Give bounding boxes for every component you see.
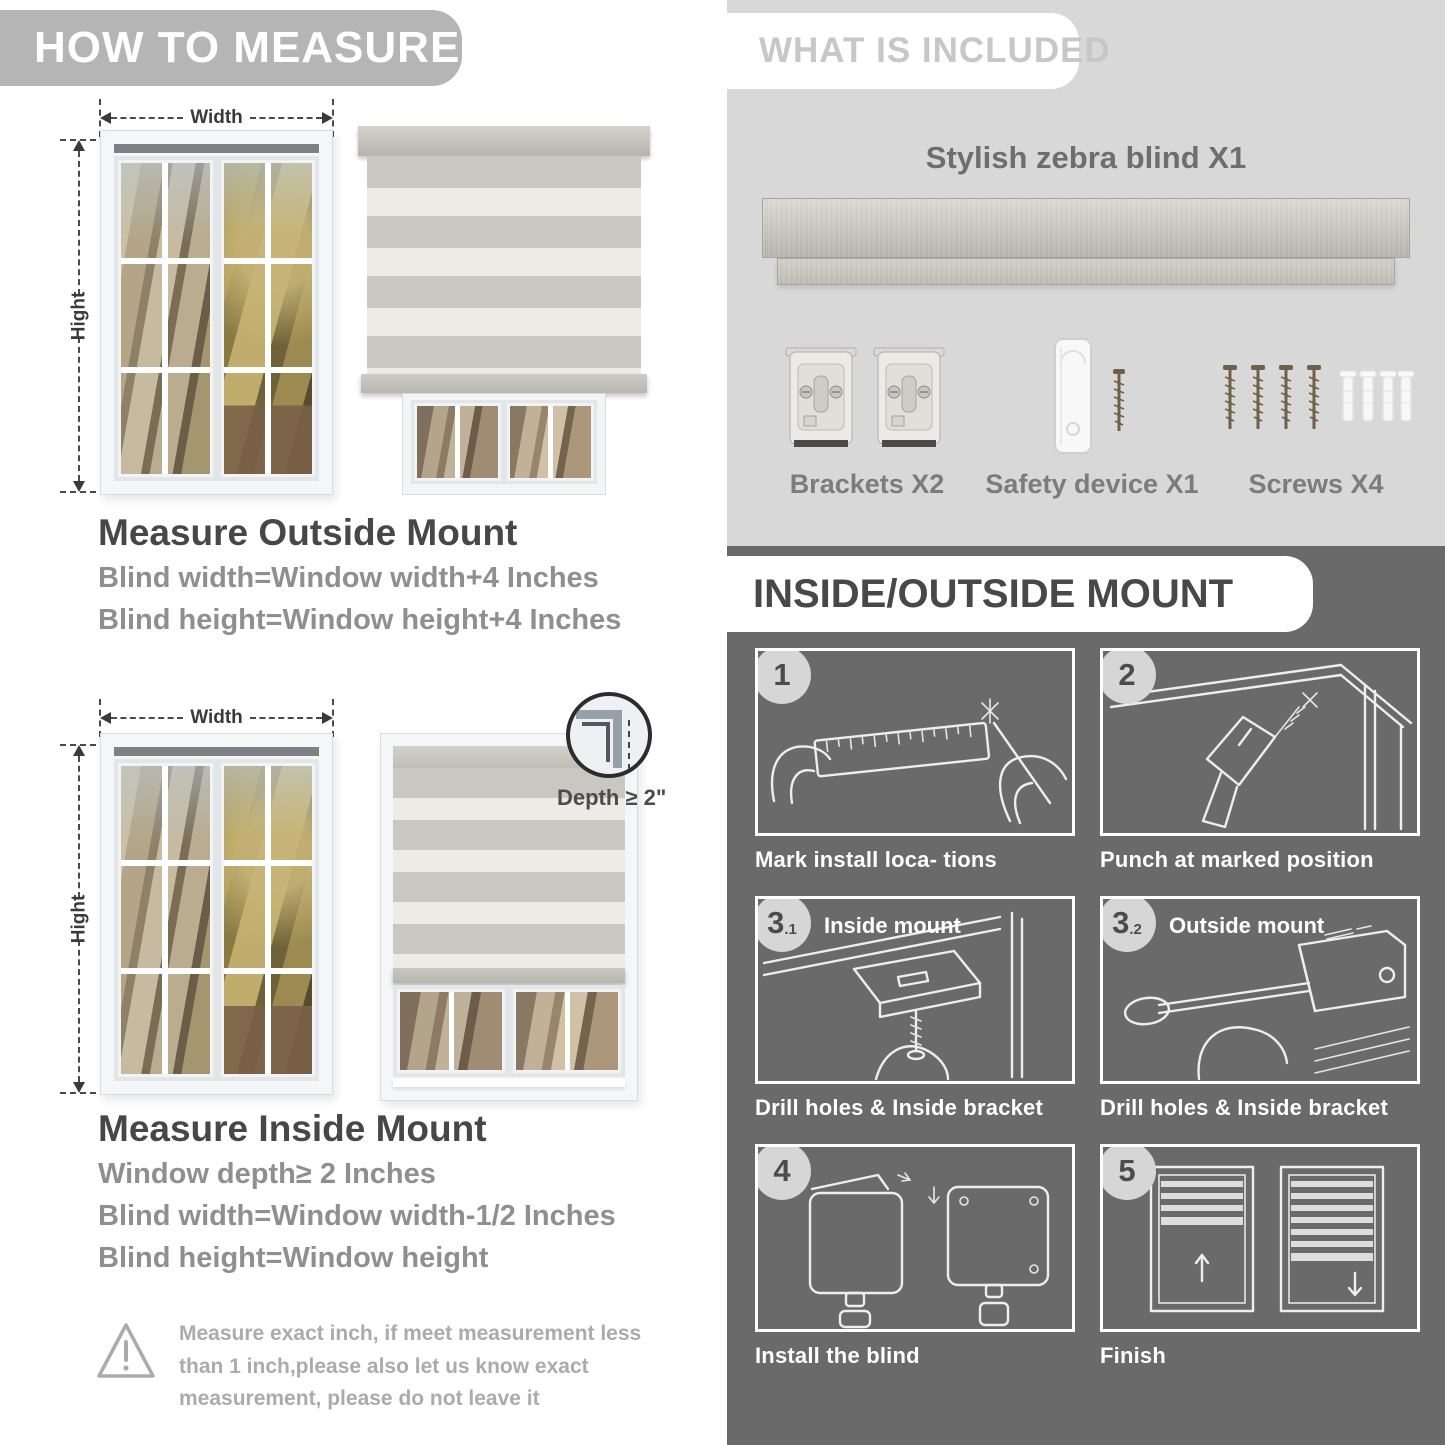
blind-bottom-rail <box>393 968 625 983</box>
mount-steps-panel <box>727 546 1445 1445</box>
window-below-blind <box>393 985 625 1077</box>
step-3-1 <box>755 896 1075 1121</box>
step-3-2-caption: Drill holes & Inside bracket <box>1100 1095 1389 1120</box>
window-below-blind <box>402 393 606 495</box>
inside-width-annotation <box>100 707 333 729</box>
outside-mount-line-2: Blind height=Window height+4 Inches <box>98 604 622 636</box>
arrow-down-icon <box>73 1082 85 1093</box>
arrow-up-icon <box>73 140 85 151</box>
step-5 <box>1100 1144 1420 1369</box>
arrow-left-icon <box>100 712 111 724</box>
width-label: Width <box>190 107 243 128</box>
outside-mount-blind-figure <box>358 124 650 496</box>
height-label: Hight <box>68 894 90 944</box>
what-is-included-header: WHAT IS INCLUDED <box>727 13 1079 89</box>
what-is-included-panel <box>727 0 1445 546</box>
arrow-up-icon <box>73 745 85 756</box>
blind-zebra-stripes <box>367 156 641 374</box>
outside-mount-title: Measure Outside Mount <box>98 512 518 553</box>
window-sash-right <box>221 763 316 1077</box>
depth-magnifier <box>566 692 652 778</box>
step-1-illustration <box>755 648 1075 836</box>
step-4 <box>755 1144 1075 1369</box>
window-sash-left <box>118 160 213 477</box>
step-1 <box>755 648 1075 873</box>
mount-steps-grid <box>755 648 1420 1369</box>
safety-device-icon <box>1027 330 1157 463</box>
step-number-badge: 3 .2 <box>1100 896 1156 952</box>
brackets-icon <box>782 330 952 463</box>
step-4-caption: Install the blind <box>755 1343 920 1368</box>
how-to-measure-header: HOW TO MEASURE <box>0 10 462 86</box>
zebra-blind-rail-image <box>777 258 1395 285</box>
item-screws <box>1207 330 1425 500</box>
brackets-label: Brackets X2 <box>789 469 945 499</box>
window-photo-outside <box>100 130 333 495</box>
step-3-1-illustration <box>755 896 1075 1084</box>
outside-width-annotation <box>100 107 333 129</box>
screws-icon <box>1216 330 1416 463</box>
step-number-badge: 3 .1 <box>755 896 811 952</box>
step-3-1-caption: Drill holes & Inside bracket <box>755 1095 1044 1120</box>
inside-mount-title: Measure Inside Mount <box>98 1108 487 1149</box>
zebra-blind-cassette-image <box>762 198 1410 258</box>
arrow-down-icon <box>73 481 85 492</box>
item-safety-device <box>977 330 1207 500</box>
measure-warning <box>95 1318 660 1416</box>
included-items-row <box>757 330 1425 500</box>
step-number-badge: 5 <box>1100 1144 1156 1200</box>
step-4-illustration <box>755 1144 1075 1332</box>
safety-device-label: Safety device X1 <box>985 469 1199 499</box>
inside-height-annotation <box>67 745 91 1093</box>
window-head-strip <box>114 747 319 756</box>
arrow-right-icon <box>322 112 333 124</box>
step-2 <box>1100 648 1420 873</box>
step-2-illustration <box>1100 648 1420 836</box>
item-brackets <box>757 330 977 500</box>
step-5-illustration <box>1100 1144 1420 1332</box>
step-1-caption: Mark install loca- tions <box>755 847 997 872</box>
window-photo-inside <box>100 733 333 1095</box>
height-label: Hight <box>68 291 90 341</box>
zebra-blind-label: Stylish zebra blind X1 <box>925 140 1247 175</box>
outside-mount-label: Outside mount <box>1169 913 1325 938</box>
blind-bottom-rail <box>361 374 647 393</box>
outside-mount-line-1: Blind width=Window width+4 Inches <box>98 562 599 594</box>
inside-mount-label: Inside mount <box>824 913 961 938</box>
blind-cassette <box>358 126 650 156</box>
inside-outside-mount-header: INSIDE/OUTSIDE MOUNT <box>727 556 1313 632</box>
step-number-badge: 4 <box>755 1144 811 1200</box>
inside-mount-line-1: Window depth≥ 2 Inches <box>98 1158 436 1190</box>
step-number-badge: 2 <box>1100 648 1156 704</box>
step-2-caption: Punch at marked position <box>1100 847 1374 872</box>
arrow-left-icon <box>100 112 111 124</box>
outside-height-annotation <box>67 140 91 492</box>
step-number-badge: 1 <box>755 648 811 704</box>
inside-mount-line-3: Blind height=Window height <box>98 1242 489 1274</box>
step-5-caption: Finish <box>1100 1343 1166 1368</box>
window-sash-left <box>118 763 213 1077</box>
window-head-strip <box>114 144 319 153</box>
warning-triangle-icon <box>95 1318 157 1384</box>
window-sash-right <box>221 160 316 477</box>
warning-text: Measure exact inch, if meet measurement less than 1 inch,please also let us know exact measurement, please do not leave it <box>179 1322 642 1411</box>
arrow-right-icon <box>322 712 333 724</box>
step-3-2-illustration <box>1100 896 1420 1084</box>
width-label: Width <box>190 707 243 728</box>
inside-mount-line-2: Blind width=Window width-1/2 Inches <box>98 1200 616 1232</box>
screws-label: Screws X4 <box>1248 469 1384 499</box>
step-3-2 <box>1100 896 1420 1121</box>
window-sill <box>393 1079 625 1087</box>
depth-label: Depth ≥ 2" <box>557 785 667 810</box>
